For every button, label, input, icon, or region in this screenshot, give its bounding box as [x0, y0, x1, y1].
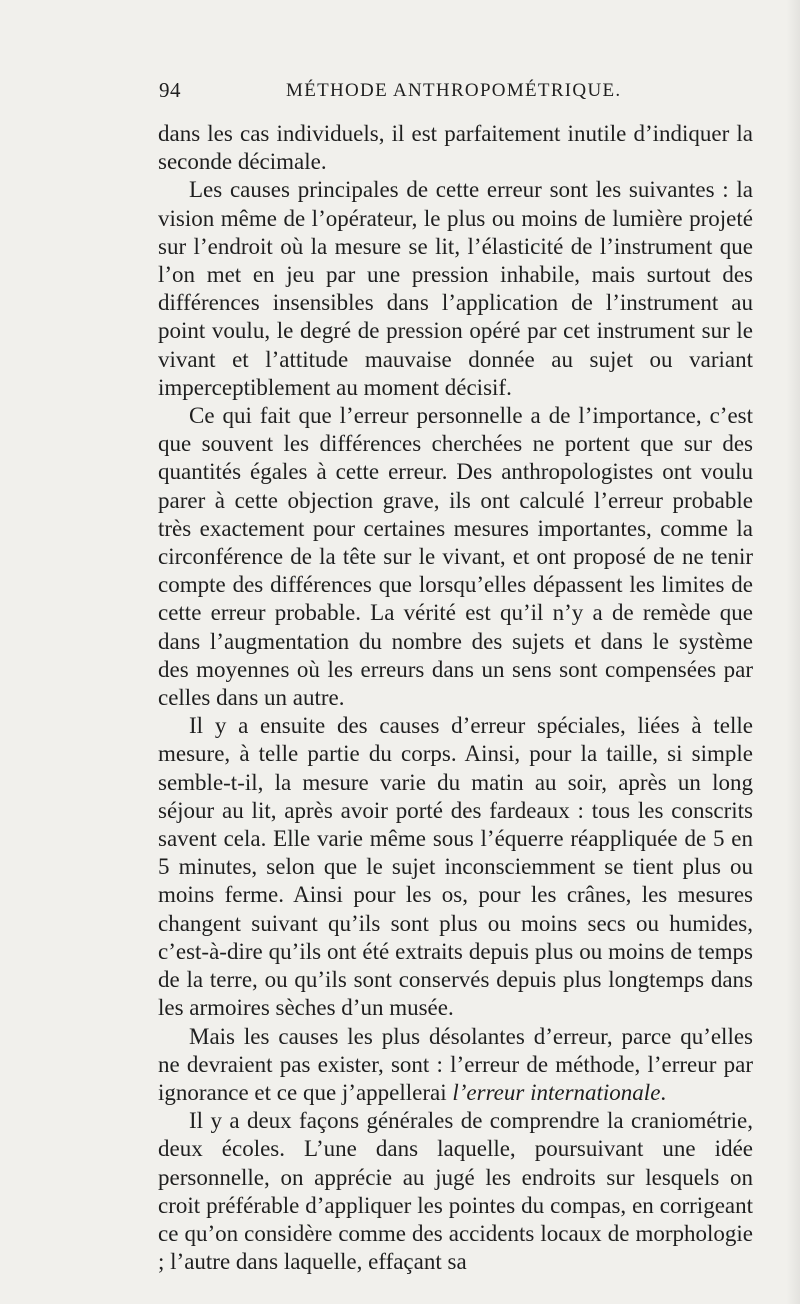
emphasis-erreur-internationale: l’erreur internationale	[452, 1079, 661, 1105]
page-header	[159, 78, 779, 108]
body-text	[158, 120, 753, 1276]
paragraph-erreur-personnelle: Ce qui fait que l’erreur personnelle a de l’importance, c’est que souvent les différences cherchées ne portent que sur des quantités égales à cette erreur. Des anthropologistes ont voulu parer à cette objection grave, ils ont calculé l’erreur probable très exactement pour certaines mesures importantes, comme la circonférence de la tête sur le vivant, et ont proposé de ne tenir compte des différences que lorsqu’elles dépassent les limites de cette erreur probable. La vérité est qu’il n’y a de remède que dans l’augmentation du nombre des sujets et dans le système des moyennes où les erreurs dans un sens sont compensées par celles dans un autre.	[158, 403, 753, 711]
page-number: 94	[159, 78, 181, 102]
paragraph-causes-erreur: Les causes principales de cette erreur sont les suivantes : la vision même de l’opérateur, le plus ou moins de lumière projeté sur l’endroit où la mesure se lit, l’élasticité de l’instrument que l’on met en jeu par une pression inhabile, mais surtout des différences insensibles dans l’application de l’instrument au point voulu, le degré de pression opéré par cet instrument sur le vivant et l’attitude mauvaise donnée au sujet ou variant imperceptiblement au moment décisif.	[158, 177, 753, 400]
paragraph-text-before: Mais les causes les plus désolantes d’erreur, parce qu’elles ne devraient pas exister, sont : l’erreur de méthode, l’erreur par ignorance et ce que j’appellerai	[158, 1023, 753, 1105]
paragraph-causes-desolantes	[158, 1023, 753, 1108]
paragraph-continuation: dans les cas individuels, il est parfaitement inutile d’indiquer la seconde décimale.	[158, 121, 753, 175]
page-edge-shadow	[786, 0, 800, 1304]
paragraph-text-after: .	[660, 1079, 667, 1105]
running-head: MÉTHODE ANTHROPOMÉTRIQUE.	[286, 80, 622, 101]
paragraph-causes-speciales: Il y a ensuite des causes d’erreur spéciales, liées à telle mesure, à telle partie du corps. Ainsi, pour la taille, si simple semble-t-il, la mesure varie du matin au soir, après un long séjour au lit, après avoir porté des fardeaux : tous les conscrits savent cela. Elle varie même sous l’équerre réappliquée de 5 en 5 minutes, selon que le sujet inconsciemment se tient plus ou moins ferme. Ainsi pour les os, pour les crânes, les mesures changent suivant qu’ils sont plus ou moins secs ou humides, c’est-à-dire qu’ils ont été extraits depuis plus ou moins de temps de la terre, ou qu’ils sont conservés depuis plus longtemps dans les armoires sèches d’un musée.	[158, 713, 753, 1021]
paragraph-craniometrie: Il y a deux façons générales de comprendre la craniométrie, deux écoles. L’une dans laquelle, poursuivant une idée personnelle, on apprécie au jugé les endroits sur lesquels on croit préférable d’appliquer les pointes du compas, en corrigeant ce qu’on considère comme des accidents locaux de morphologie ; l’autre dans laquelle, effaçant sa	[158, 1108, 753, 1275]
